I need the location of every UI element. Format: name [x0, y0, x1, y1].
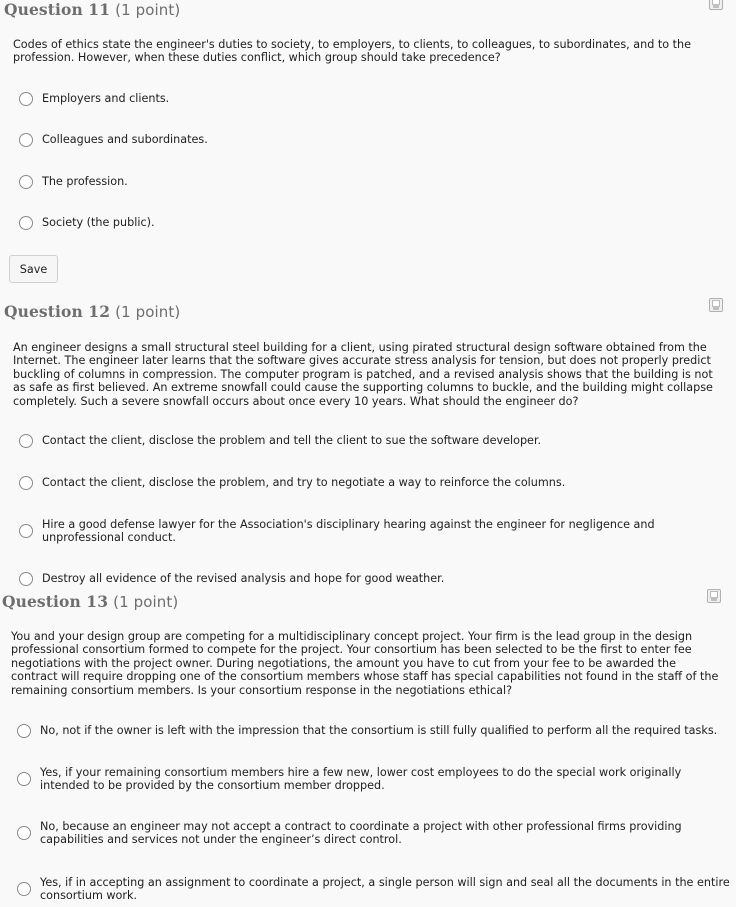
radio-button[interactable] [19, 175, 33, 189]
question-text: An engineer designs a small structural steel building for a client, using pirated structural design software obtained from the Internet. The engineer later learns that the software gives accurate stress analysis for tension, but does not properly predict buckling of columns in compression. The computer program is patched, and a revised analysis shows that the building is not as safe as first believed. An extreme snowfall could cause the supporting columns to buckle, and the building might collapse completely. Such a severe snowfall occurs about once every 10 years. What should the engineer do? [13, 341, 713, 408]
question-text: Codes of ethics state the engineer's duties to society, to employers, to clients, to colleagues, to subordinates, and to the profession. However, when these duties conflict, which group should take precedence? [13, 38, 692, 65]
radio-button[interactable] [19, 216, 33, 230]
option-label: Employers and clients. [42, 92, 170, 106]
answer-option[interactable] [17, 766, 717, 793]
save-disk-icon[interactable] [709, 0, 723, 10]
question-number: Question 13 [2, 592, 109, 611]
question-points: (1 point) [115, 303, 181, 321]
option-label: Yes, if in accepting an assignment to coordinate a project, a single person will sign and seal all the documents in the entire consortium work. [40, 876, 730, 903]
question-title [4, 0, 180, 19]
question-title [2, 592, 178, 611]
radio-button[interactable] [17, 826, 31, 840]
save-disk-icon[interactable] [707, 589, 721, 603]
question-title [4, 302, 180, 321]
answer-option[interactable] [19, 133, 208, 147]
question-number: Question 11 [4, 0, 111, 19]
answer-option[interactable] [19, 216, 155, 230]
option-label: Destroy all evidence of the revised analysis and hope for good weather. [42, 572, 445, 586]
option-label: Society (the public). [42, 216, 155, 230]
option-label: The profession. [42, 175, 128, 189]
answer-option[interactable] [17, 724, 732, 738]
radio-button[interactable] [19, 572, 33, 586]
question-points: (1 point) [115, 1, 181, 19]
radio-button[interactable] [19, 92, 33, 106]
option-label: No, not if the owner is left with the impression that the consortium is still fully qualified to perform all the required tasks. [40, 724, 718, 738]
radio-button[interactable] [19, 434, 33, 448]
option-label: Contact the client, disclose the problem and tell the client to sue the software developer. [42, 434, 542, 448]
question-number: Question 12 [4, 302, 111, 321]
option-label: Hire a good defense lawyer for the Association's disciplinary hearing against the engineer for negligence and unprofessional conduct. [42, 518, 655, 545]
option-label: Contact the client, disclose the problem, and try to negotiate a way to reinforce the columns. [42, 476, 566, 490]
radio-button[interactable] [17, 724, 31, 738]
radio-button[interactable] [19, 133, 33, 147]
option-label: Colleagues and subordinates. [42, 133, 208, 147]
question-text: You and your design group are competing for a multidisciplinary concept project. Your firm is the lead group in the design professional consortium formed to compete for the project. Your consortium has been selected to be the first to enter fee negotiations with the project owner. During negotiations, the amount you have to cut from your fee to be awarded the contract will require dropping one of the consortium members whose staff has special capabilities not found in the staff of the remaining consortium members. Is your consortium response in the negotiations ethical? [11, 630, 719, 697]
radio-button[interactable] [19, 476, 33, 490]
question-points: (1 point) [113, 593, 179, 611]
answer-option[interactable] [19, 175, 128, 189]
answer-option[interactable] [19, 518, 699, 545]
answer-option[interactable] [17, 820, 717, 847]
option-label: No, because an engineer may not accept a contract to coordinate a project with other professional firms providing capabilities and services not under the engineer’s direct control. [40, 820, 682, 847]
answer-option[interactable] [19, 476, 565, 490]
answer-option[interactable] [19, 434, 541, 448]
answer-option[interactable] [17, 876, 732, 903]
save-button[interactable]: Save [9, 255, 58, 283]
radio-button[interactable] [17, 772, 31, 786]
radio-button[interactable] [17, 882, 31, 896]
save-disk-icon[interactable] [709, 298, 723, 312]
radio-button[interactable] [19, 524, 33, 538]
answer-option[interactable] [19, 92, 169, 106]
option-label: Yes, if your remaining consortium members hire a few new, lower cost employees to do the special work originally intended to be provided by the consortium member dropped. [40, 766, 682, 793]
answer-option[interactable] [19, 572, 444, 586]
